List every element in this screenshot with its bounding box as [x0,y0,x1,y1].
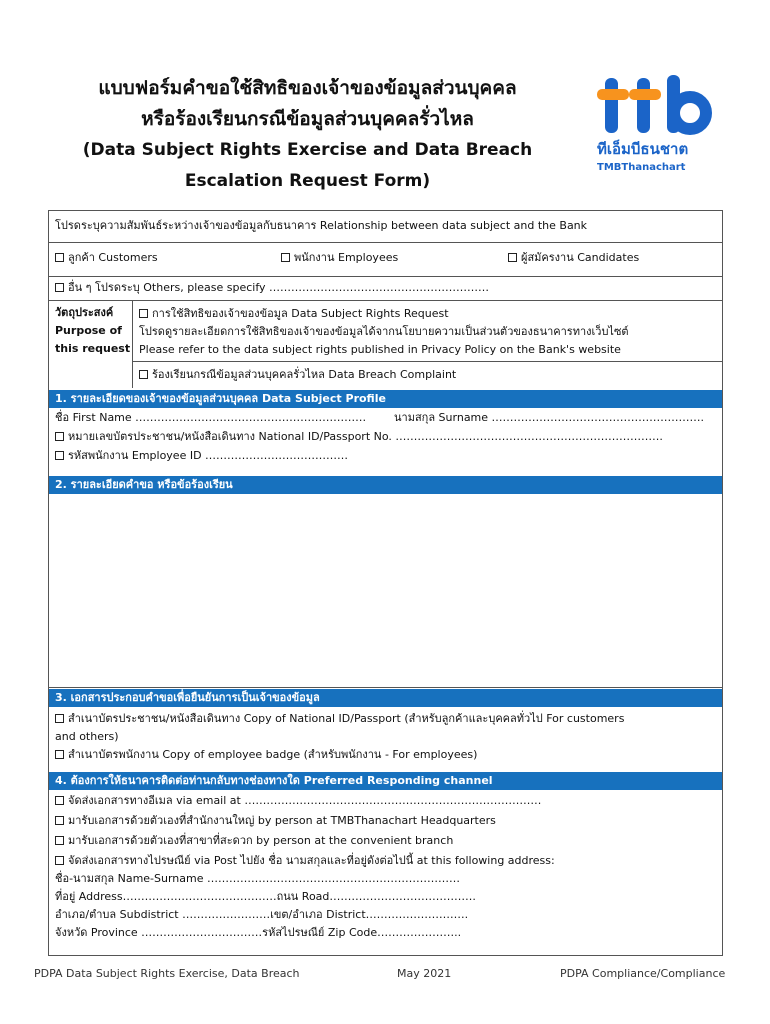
purpose-label-cell [49,301,133,388]
breach-complaint-option[interactable] [139,367,456,383]
branch-checkbox[interactable] [55,836,64,845]
purpose-row [49,301,722,388]
id-passport-option[interactable] [55,429,663,445]
title-english-line-1: (Data Subject Rights Exercise and Data Breach [82,140,533,160]
footer-document-name: PDPA Data Subject Rights Exercise, Data Breach [34,967,300,980]
email-checkbox[interactable] [55,796,64,805]
id-copy-label-continued: and others) [55,730,119,743]
id-copy-option[interactable] [55,711,624,727]
section-2-header: 2. รายละเอียดคำขอ หรือข้อร้องเรียน [49,476,722,494]
purpose-label-english-1: Purpose of [55,324,122,337]
breach-complaint-label: ร้องเรียนกรณีข้อมูลส่วนบุคคลรั่วไหล Data Breach Complaint [152,368,457,381]
post-province-field[interactable]: จังหวัด Province ……………………………รหัสไปรษณีย์ Zip Code………………….. [55,926,462,939]
customers-label: ลูกค้า Customers [68,251,158,264]
badge-copy-checkbox[interactable] [55,750,64,759]
title-thai-line-1: แบบฟอร์มคำขอใช้สิทธิของเจ้าของข้อมูลส่วนบุคคล [98,77,517,99]
employee-id-checkbox[interactable] [55,451,64,460]
form-title [40,73,575,197]
rights-note-thai: โปรดดูรายละเอียดการใช้สิทธิของเจ้าของข้อมูลได้จากนโยบายความเป็นส่วนตัวของธนาคารทางเว็บไซต์ [139,325,629,338]
rights-request-cell [133,301,722,362]
others-label: อื่น ๆ โปรดระบุ Others, please specify …………………………………………………… [68,281,490,294]
rights-request-checkbox[interactable] [139,309,148,318]
title-english-line-2: Escalation Request Form) [184,171,431,191]
rights-note-english: Please refer to the data subject rights published in Privacy Policy on the Bank's website [139,343,621,356]
candidates-checkbox[interactable] [508,253,517,262]
others-row [49,277,722,301]
breach-complaint-checkbox[interactable] [139,370,148,379]
employees-checkbox[interactable] [281,253,290,262]
ttb-logo-icon [597,75,715,135]
employees-option[interactable] [281,250,398,266]
section-3-header: 3. เอกสารประกอบคำขอเพื่อยืนยันการเป็นเจ้าของข้อมูล [49,689,722,707]
section-4-body [49,790,722,956]
badge-copy-label: สำเนาบัตรพนักงาน Copy of employee badge (สำหรับพนักงาน - For employees) [68,748,478,761]
employee-id-label: รหัสพนักงาน Employee ID ………………………………… [68,449,349,462]
post-address-field[interactable]: ที่อยู่ Address……………………………………ถนน Road…………………………………. [55,890,476,903]
rights-request-label: การใช้สิทธิของเจ้าของข้อมูล Data Subject Rights Request [152,307,449,320]
employee-id-option[interactable] [55,448,348,464]
others-option[interactable] [55,280,489,296]
post-name-field[interactable]: ชื่อ-นามสกุล Name-Surname …………………………………………………………… [55,872,460,885]
logo-thai-name: ทีเอ็มบีธนชาต [597,140,689,158]
first-name-field[interactable]: ชื่อ First Name ……………………………………………………… [55,411,367,424]
id-copy-label: สำเนาบัตรประชาชน/หนังสือเดินทาง Copy of National ID/Passport (สำหรับลูกค้าและบุคคลทั่วไป For customers [68,712,625,725]
request-form [48,210,723,956]
customers-option[interactable] [55,250,158,266]
ttb-logo [597,75,715,173]
id-passport-label: หมายเลขบัตรประชาชน/หนังสือเดินทาง National ID/Passport No. ………………………………………………………………. [68,430,663,443]
email-label: จัดส่งเอกสารทางอีเมล via email at ……………………………………………………………………… [68,794,542,807]
relationship-header: โปรดระบุความสัมพันธ์ระหว่างเจ้าของข้อมูลกับธนาคาร Relationship between data subject and the Bank [55,219,588,232]
section-3-body [49,707,722,769]
relationship-options-row [49,243,722,277]
post-subdistrict-field[interactable]: อำเภอ/ตำบล Subdistrict ……………………เขต/อำเภอ District………………………. [55,908,469,921]
branch-option[interactable] [55,833,453,849]
others-checkbox[interactable] [55,283,64,292]
branch-label: มารับเอกสารด้วยตัวเองที่สาขาที่สะดวก by person at the convenient branch [68,834,454,847]
purpose-label-thai: วัตถุประสงค์ [55,306,114,319]
rights-request-option[interactable] [139,306,449,322]
section-1-header: 1. รายละเอียดของเจ้าของข้อมูลส่วนบุคคล Data Subject Profile [49,390,722,408]
footer-department: PDPA Compliance/Compliance [560,967,726,980]
customers-checkbox[interactable] [55,253,64,262]
hq-option[interactable] [55,813,496,829]
post-checkbox[interactable] [55,856,64,865]
footer-date: May 2021 [397,967,452,980]
logo-english-name: TMBThanachart [597,162,686,173]
candidates-option[interactable] [508,250,639,266]
badge-copy-option[interactable] [55,747,477,763]
hq-checkbox[interactable] [55,816,64,825]
purpose-label-english-2: this request [55,342,131,355]
title-thai-line-2: หรือร้องเรียนกรณีข้อมูลส่วนบุคคลรั่วไหล [141,108,474,130]
breach-complaint-cell [133,362,722,388]
email-option[interactable] [55,793,541,809]
relationship-header-row [49,211,722,243]
post-label: จัดส่งเอกสารทางไปรษณีย์ via Post ไปยัง ชื่อ นามสกุลและที่อยู่ดังต่อไปนี้ at this following address: [68,854,555,867]
request-details-area[interactable] [49,494,722,688]
id-copy-checkbox[interactable] [55,714,64,723]
surname-field[interactable]: นามสกุล Surname …………………………………………………. [394,411,705,424]
id-passport-checkbox[interactable] [55,432,64,441]
section-1-body [49,408,722,476]
employees-label: พนักงาน Employees [294,251,399,264]
hq-label: มารับเอกสารด้วยตัวเองที่สำนักงานใหญ่ by person at TMBThanachart Headquarters [68,814,496,827]
candidates-label: ผู้สมัครงาน Candidates [521,251,640,264]
post-option[interactable] [55,853,555,869]
section-4-header: 4. ต้องการให้ธนาคารติดต่อท่านกลับทางช่องทางใด Preferred Responding channel [49,772,722,790]
